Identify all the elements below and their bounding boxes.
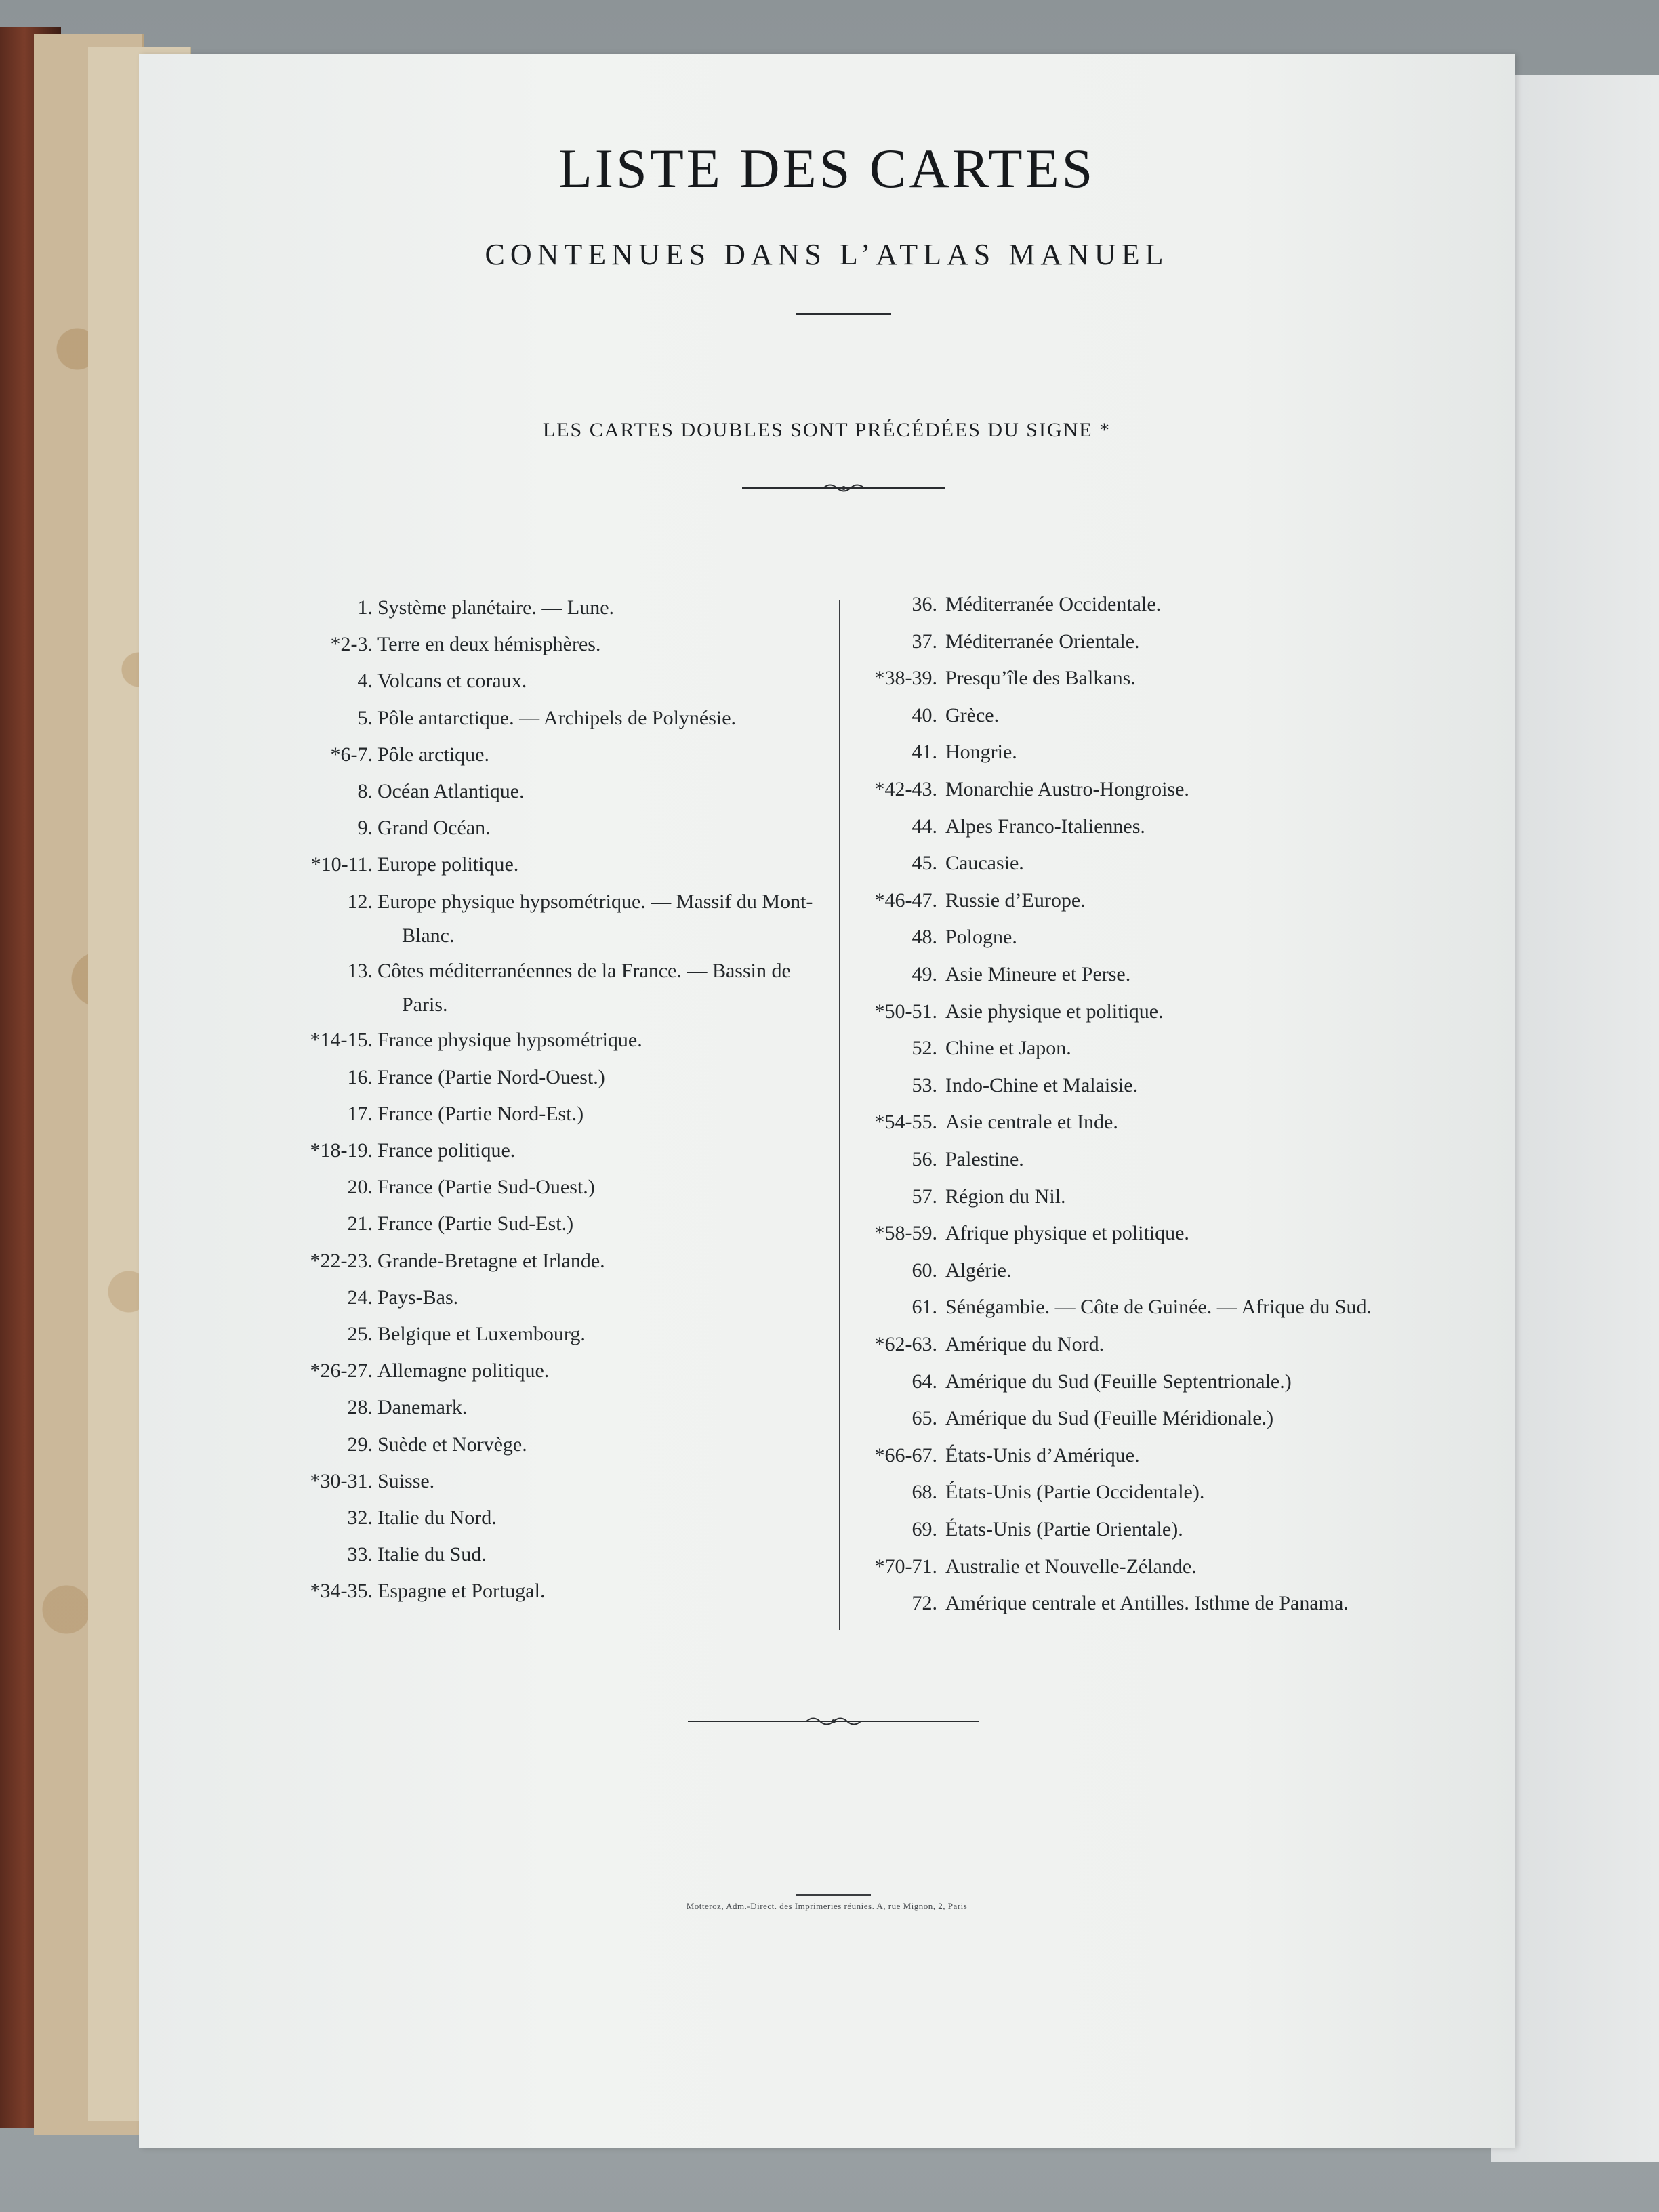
ornament-divider-top xyxy=(742,478,945,498)
map-number: 29. xyxy=(347,1433,373,1456)
map-title: Europe politique. xyxy=(377,853,519,876)
map-number: *26-27. xyxy=(310,1359,373,1382)
map-title: Italie du Nord. xyxy=(377,1507,497,1529)
map-title: Côtes méditerranéennes de la France. — Bassin de xyxy=(377,960,791,982)
map-number: *58-59. xyxy=(874,1222,937,1245)
map-number: 69. xyxy=(912,1518,937,1540)
map-number: 24. xyxy=(347,1286,373,1309)
map-title: Algérie. xyxy=(945,1258,1012,1282)
map-title: Hongrie. xyxy=(945,741,1017,764)
facing-page-edge xyxy=(1491,75,1659,2162)
page-subtitle: CONTENUES DANS L’ATLAS MANUEL xyxy=(485,238,1169,271)
atlas-page xyxy=(139,54,1515,2148)
page-title: LISTE DES CARTES xyxy=(558,138,1096,199)
map-number: *34-35. xyxy=(310,1580,373,1603)
map-number: 72. xyxy=(912,1592,937,1615)
footer-rule xyxy=(796,1894,871,1896)
map-title: Pôle arctique. xyxy=(377,743,489,766)
map-number: *46-47. xyxy=(874,888,937,912)
map-title: Europe physique hypsométrique. — Massif du Mont- xyxy=(377,890,813,913)
map-title: Alpes Franco-Italiennes. xyxy=(945,815,1145,838)
map-number: 4. xyxy=(357,670,373,693)
map-number: 45. xyxy=(912,852,937,875)
map-number: 52. xyxy=(912,1037,937,1060)
map-number: *70-71. xyxy=(874,1555,937,1578)
map-title: Asie Mineure et Perse. xyxy=(945,963,1131,985)
map-number: 56. xyxy=(912,1148,937,1170)
map-number: *38-39. xyxy=(874,667,937,690)
map-number: 8. xyxy=(357,780,373,802)
map-number: 49. xyxy=(912,963,937,985)
map-title: Pologne. xyxy=(945,926,1017,949)
map-number: *6-7. xyxy=(330,743,373,766)
map-title: Indo-Chine et Malaisie. xyxy=(945,1073,1139,1097)
map-number: 60. xyxy=(912,1258,937,1282)
map-title: États-Unis (Partie Orientale). xyxy=(945,1518,1183,1540)
map-title: Région du Nil. xyxy=(945,1185,1066,1208)
map-number: *42-43. xyxy=(874,778,937,800)
map-number: *22-23. xyxy=(310,1249,373,1272)
map-title: Italie du Sud. xyxy=(377,1543,487,1566)
map-title: Palestine. xyxy=(945,1148,1024,1170)
map-title: France (Partie Nord-Ouest.) xyxy=(377,1065,605,1088)
map-title: France (Partie Sud-Est.) xyxy=(377,1212,574,1235)
map-title: France (Partie Nord-Est.) xyxy=(377,1102,584,1125)
map-title: Chine et Japon. xyxy=(945,1037,1071,1060)
map-title: Russie d’Europe. xyxy=(945,888,1086,912)
map-title-continuation: Paris. xyxy=(402,994,448,1017)
map-title: Allemagne politique. xyxy=(377,1359,550,1382)
map-title: Afrique physique et politique. xyxy=(945,1222,1189,1245)
map-title: Suisse. xyxy=(377,1469,435,1492)
map-number: 64. xyxy=(912,1370,937,1393)
map-number: 41. xyxy=(912,741,937,764)
map-title: Suède et Norvège. xyxy=(377,1433,527,1456)
map-number: 33. xyxy=(347,1543,373,1566)
map-title: Terre en deux hémisphères. xyxy=(377,633,601,656)
map-number: 36. xyxy=(912,593,937,615)
map-number: *18-19. xyxy=(310,1139,373,1162)
map-title: Caucasie. xyxy=(945,852,1024,875)
map-title: États-Unis d’Amérique. xyxy=(945,1443,1140,1467)
map-title: Grande-Bretagne et Irlande. xyxy=(377,1249,605,1272)
map-title: Espagne et Portugal. xyxy=(377,1580,546,1603)
map-title: France (Partie Sud-Ouest.) xyxy=(377,1176,595,1199)
map-number: *54-55. xyxy=(874,1111,937,1134)
map-title-continuation: Blanc. xyxy=(402,924,455,947)
map-number: 37. xyxy=(912,630,937,653)
map-title: États-Unis (Partie Occidentale). xyxy=(945,1481,1205,1504)
map-title: Méditerranée Orientale. xyxy=(945,630,1140,653)
map-title: Sénégambie. — Côte de Guinée. — Afrique du Sud. xyxy=(945,1296,1372,1319)
map-title: Australie et Nouvelle-Zélande. xyxy=(945,1555,1197,1578)
map-title: Amérique centrale et Antilles. Isthme de Panama. xyxy=(945,1592,1349,1615)
map-number: *14-15. xyxy=(310,1029,373,1052)
map-number: 65. xyxy=(912,1407,937,1430)
map-title: France politique. xyxy=(377,1139,516,1162)
map-number: 48. xyxy=(912,926,937,949)
map-number: 5. xyxy=(357,706,373,729)
map-number: 53. xyxy=(912,1073,937,1097)
map-title: Amérique du Sud (Feuille Méridionale.) xyxy=(945,1407,1274,1430)
map-title: Monarchie Austro-Hongroise. xyxy=(945,778,1189,800)
map-number: 40. xyxy=(912,703,937,726)
map-title: Système planétaire. — Lune. xyxy=(377,596,615,619)
map-number: 28. xyxy=(347,1396,373,1419)
map-title: Amérique du Nord. xyxy=(945,1333,1105,1355)
map-number: 1. xyxy=(357,596,373,619)
map-title: Volcans et coraux. xyxy=(377,670,527,693)
map-number: 20. xyxy=(347,1176,373,1199)
map-title: France physique hypsométrique. xyxy=(377,1029,642,1052)
map-number: 44. xyxy=(912,815,937,838)
map-number: 13. xyxy=(347,960,373,982)
map-number: 16. xyxy=(347,1065,373,1088)
map-number: 32. xyxy=(347,1507,373,1529)
map-number: 61. xyxy=(912,1296,937,1319)
map-title: Belgique et Luxembourg. xyxy=(377,1323,586,1345)
title-rule xyxy=(796,313,891,315)
map-number: 68. xyxy=(912,1481,937,1504)
ornament-divider-bottom xyxy=(688,1711,979,1732)
map-title: Presqu’île des Balkans. xyxy=(945,667,1136,690)
map-number: 9. xyxy=(357,817,373,840)
map-number: *50-51. xyxy=(874,1000,937,1023)
map-title: Grèce. xyxy=(945,703,1000,726)
map-number: 57. xyxy=(912,1185,937,1208)
map-number: *30-31. xyxy=(310,1469,373,1492)
map-number: 12. xyxy=(347,890,373,913)
map-number: *2-3. xyxy=(330,633,373,656)
map-title: Pays-Bas. xyxy=(377,1286,459,1309)
map-number: 17. xyxy=(347,1102,373,1125)
map-number: 25. xyxy=(347,1323,373,1345)
map-title: Pôle antarctique. — Archipels de Polynésie. xyxy=(377,706,737,729)
map-title: Danemark. xyxy=(377,1396,468,1419)
map-title: Amérique du Sud (Feuille Septentrionale.) xyxy=(945,1370,1292,1393)
map-number: 21. xyxy=(347,1212,373,1235)
map-title: Océan Atlantique. xyxy=(377,780,525,802)
printer-imprint: Motteroz, Adm.-Direct. des Imprimeries réunies. A, rue Mignon, 2, Paris xyxy=(686,1901,968,1911)
map-number: *10-11. xyxy=(310,853,373,876)
map-title: Méditerranée Occidentale. xyxy=(945,593,1162,615)
double-maps-note: LES CARTES DOUBLES SONT PRÉCÉDÉES DU SIGNE * xyxy=(542,419,1111,441)
map-title: Asie physique et politique. xyxy=(945,1000,1164,1023)
map-title: Grand Océan. xyxy=(377,817,491,840)
map-title: Asie centrale et Inde. xyxy=(945,1111,1118,1134)
map-number: *66-67. xyxy=(874,1443,937,1467)
map-number: *62-63. xyxy=(874,1333,937,1355)
